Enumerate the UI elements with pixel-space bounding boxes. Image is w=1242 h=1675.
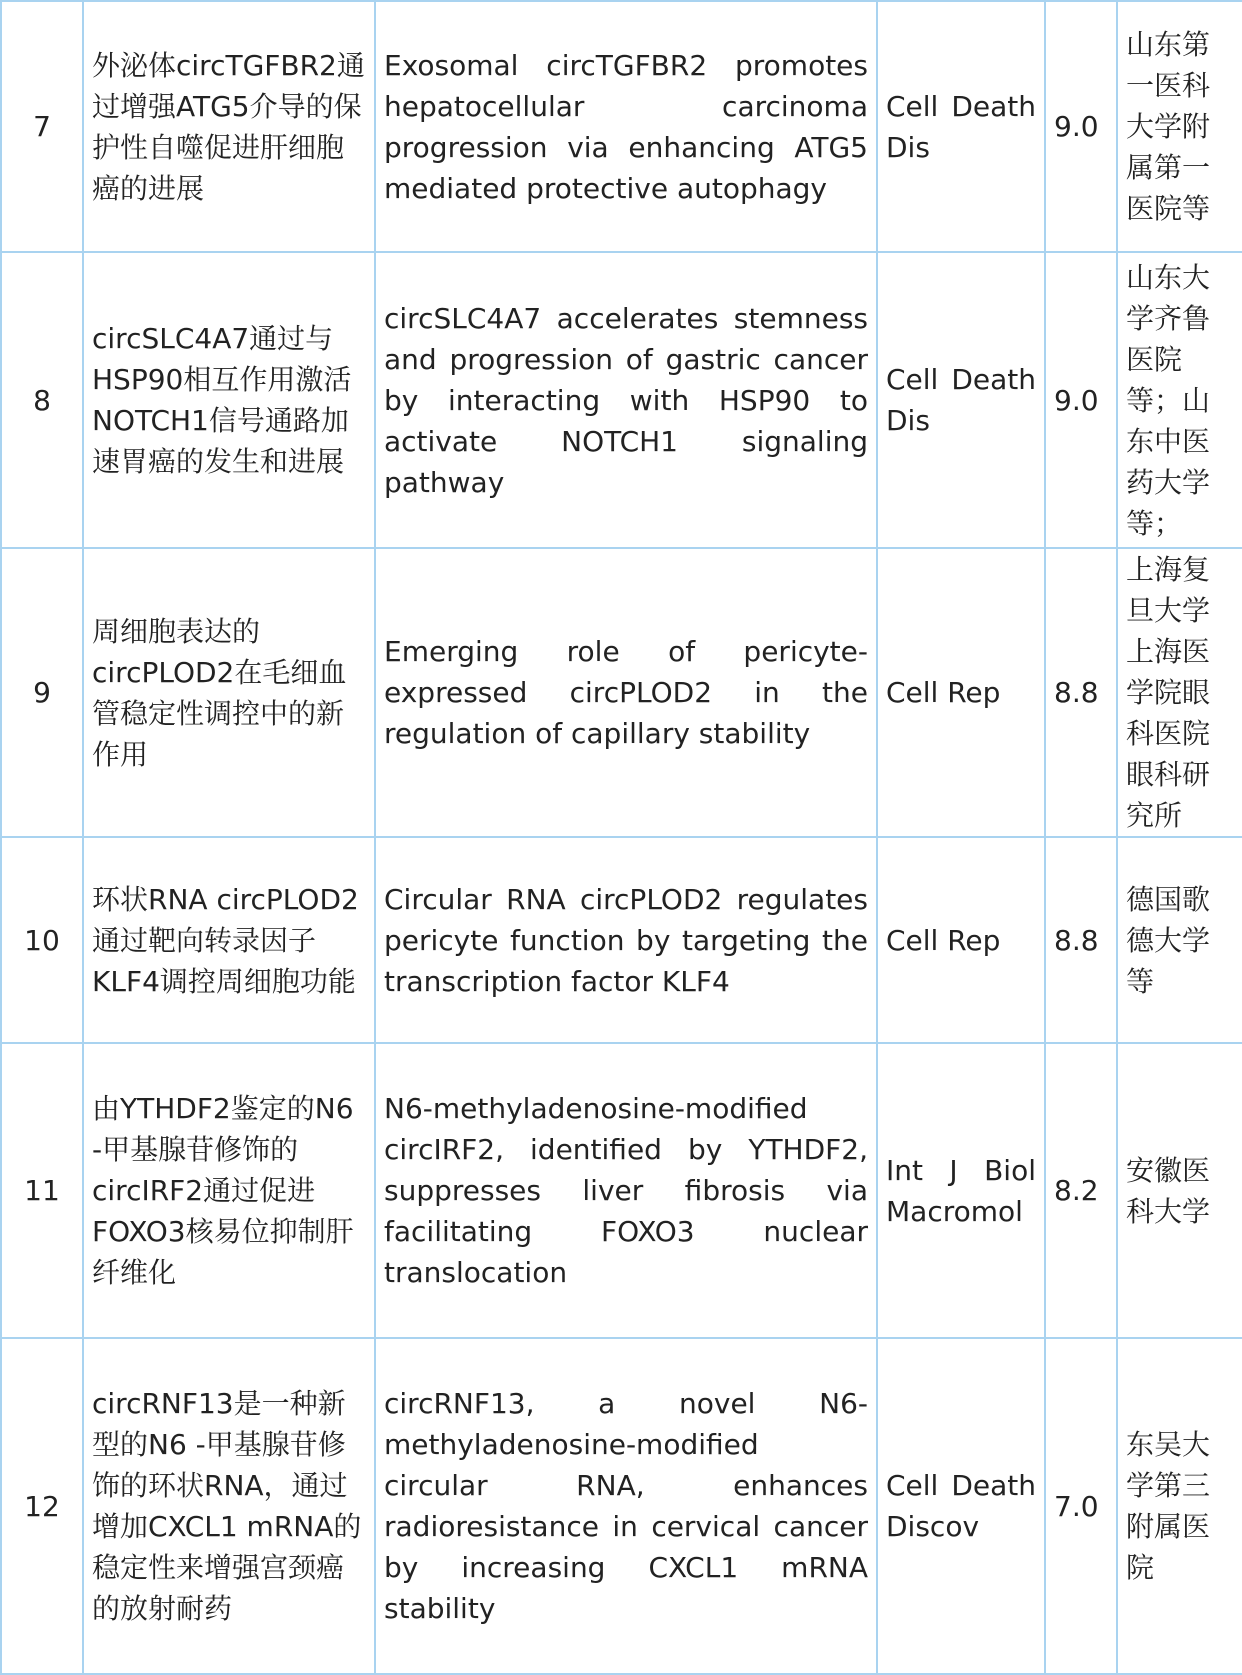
english-title-cell: N6-methyladenosine-modified circIRF2, identified by YTHDF2, suppresses liver fibrosis via facilitating FOXO3 nuclear translocation (375, 1043, 877, 1338)
chinese-title-cell: 环状RNA circPLOD2通过靶向转录因子KLF4调控周细胞功能 (83, 837, 375, 1043)
table-row (1, 1, 1242, 252)
journal-cell: Cell Rep (877, 548, 1045, 837)
journal-cell: Cell Death Discov (877, 1338, 1045, 1674)
institution-cell: 安徽医科大学 (1117, 1043, 1242, 1338)
table-row (1, 1043, 1242, 1338)
journal-cell: Int J Biol Macromol (877, 1043, 1045, 1338)
journal-cell: Cell Death Dis (877, 1, 1045, 252)
table-row (1, 548, 1242, 837)
row-number-cell: 12 (1, 1338, 83, 1674)
institution-cell: 上海复旦大学上海医学院眼科医院眼科研究所 (1117, 548, 1242, 837)
chinese-title-cell: circRNF13是一种新型的N6 -甲基腺苷修饰的环状RNA，通过增加CXCL1 mRNA的稳定性来增强宫颈癌的放射耐药 (83, 1338, 375, 1674)
table-row (1, 837, 1242, 1043)
impact-factor-cell: 9.0 (1045, 1, 1117, 252)
english-title-cell: Exosomal circTGFBR2 promotes hepatocellular carcinoma progression via enhancing ATG5 mediated protective autophagy (375, 1, 877, 252)
chinese-title-cell: 由YTHDF2鉴定的N6 -甲基腺苷修饰的circIRF2通过促进FOXO3核易位抑制肝纤维化 (83, 1043, 375, 1338)
english-title-cell: Circular RNA circPLOD2 regulates pericyte function by targeting the transcription factor KLF4 (375, 837, 877, 1043)
impact-factor-cell: 8.8 (1045, 548, 1117, 837)
chinese-title-cell: 周细胞表达的circPLOD2在毛细血管稳定性调控中的新作用 (83, 548, 375, 837)
english-title-cell: circSLC4A7 accelerates stemness and progression of gastric cancer by interacting with HSP90 to activate NOTCH1 signaling pathway (375, 252, 877, 548)
institution-cell: 德国歌德大学等 (1117, 837, 1242, 1043)
table-row (1, 1338, 1242, 1674)
journal-cell: Cell Death Dis (877, 252, 1045, 548)
row-number-cell: 10 (1, 837, 83, 1043)
row-number-cell: 7 (1, 1, 83, 252)
english-title-cell: Emerging role of pericyte-expressed circPLOD2 in the regulation of capillary stability (375, 548, 877, 837)
impact-factor-cell: 8.8 (1045, 837, 1117, 1043)
impact-factor-cell: 9.0 (1045, 252, 1117, 548)
chinese-title-cell: circSLC4A7通过与HSP90相互作用激活NOTCH1信号通路加速胃癌的发生和进展 (83, 252, 375, 548)
row-number-cell: 11 (1, 1043, 83, 1338)
journal-cell: Cell Rep (877, 837, 1045, 1043)
institution-cell: 山东大学齐鲁医院等；山东中医药大学等； (1117, 252, 1242, 548)
chinese-title-cell: 外泌体circTGFBR2通过增强ATG5介导的保护性自噬促进肝细胞癌的进展 (83, 1, 375, 252)
institution-cell: 东吴大学第三附属医院 (1117, 1338, 1242, 1674)
table-row (1, 252, 1242, 548)
impact-factor-cell: 7.0 (1045, 1338, 1117, 1674)
institution-cell: 山东第一医科大学附属第一医院等 (1117, 1, 1242, 252)
row-number-cell: 9 (1, 548, 83, 837)
impact-factor-cell: 8.2 (1045, 1043, 1117, 1338)
row-number-cell: 8 (1, 252, 83, 548)
english-title-cell: circRNF13, a novel N6-methyladenosine-modified circular RNA, enhances radioresistance in cervical cancer by increasing CXCL1 mRNA stability (375, 1338, 877, 1674)
